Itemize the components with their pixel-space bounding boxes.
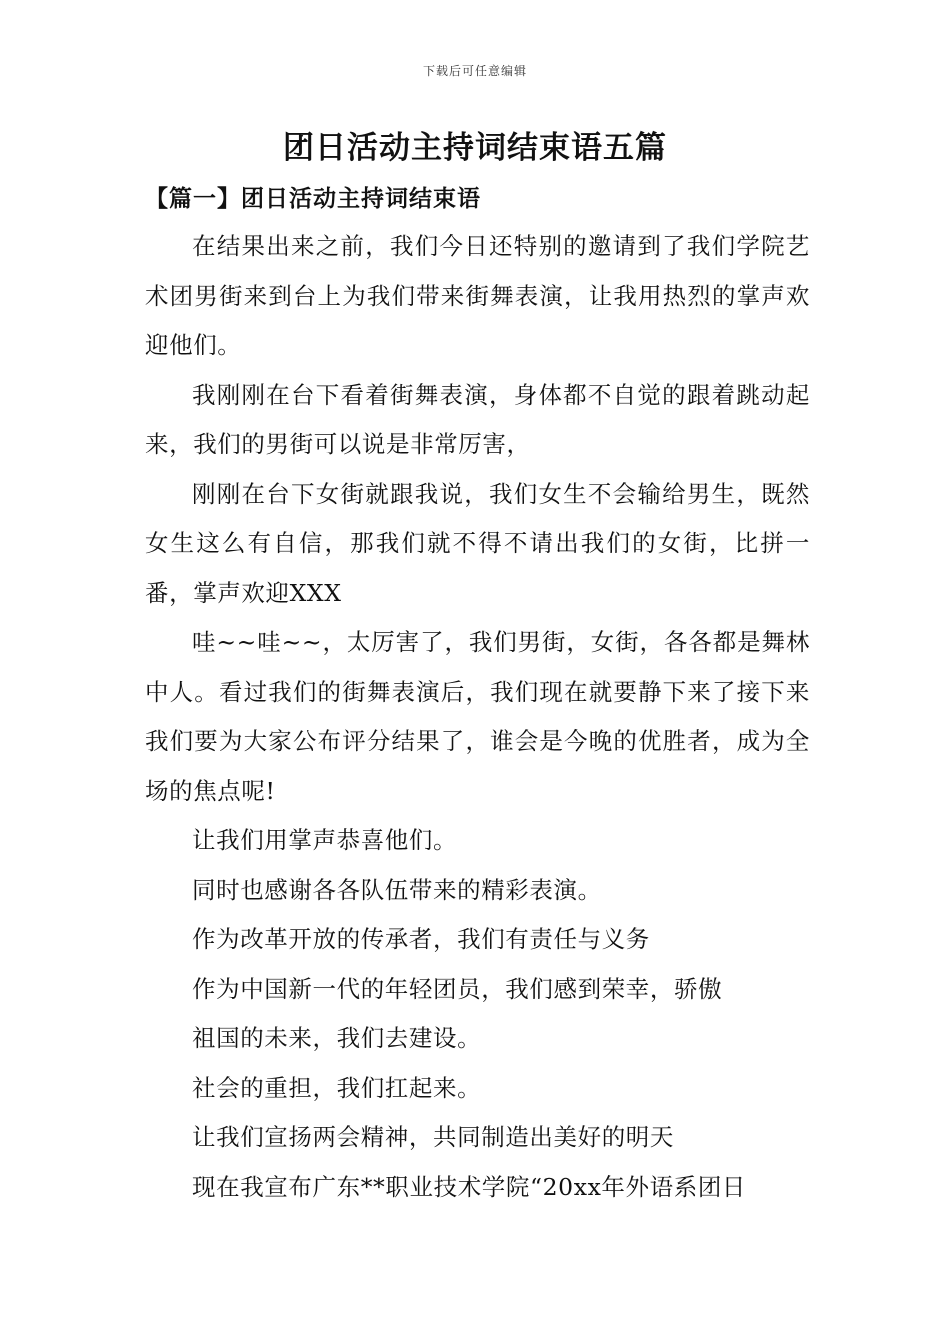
paragraph: 我刚刚在台下看着街舞表演，身体都不自觉的跟着跳动起来，我们的男街可以说是非常厉害， — [145, 380, 810, 458]
paragraph: 让我们宣扬两会精神，共同制造出美好的明天 — [192, 1123, 674, 1151]
paragraph: 现在我宣布广东**职业技术学院“20xx年外语系团日 — [192, 1172, 747, 1201]
page-header-note: 下载后可任意编辑 — [422, 64, 527, 78]
paragraph: 哇~~哇~~，太厉害了，我们男街，女街，各各都是舞林中人。看过我们的街舞表演后，我们现在就要静下来了接下来我们要为大家公布评分结果了，谁会是今晚的优胜者，成为全场的焦点呢! — [145, 628, 810, 805]
section-heading: 【篇一】团日活动主持词结束语 — [145, 185, 481, 212]
document-body — [145, 222, 810, 1212]
paragraph: 刚刚在台下女街就跟我说，我们女生不会输给男生，既然女生这么有自信，那我们就不得不请出我们的女街，比拼一番，掌声欢迎XXX — [145, 479, 810, 607]
paragraph: 作为改革开放的传承者，我们有责任与义务 — [192, 925, 650, 953]
document-title: 团日活动主持词结束语五篇 — [283, 130, 667, 166]
paragraph: 同时也感谢各各队伍带来的精彩表演。 — [192, 875, 602, 904]
paragraph: 作为中国新一代的年轻团员，我们感到荣幸，骄傲 — [192, 974, 723, 1003]
paragraph: 社会的重担，我们扛起来。 — [192, 1073, 482, 1102]
paragraph: 在结果出来之前，我们今日还特别的邀请到了我们学院艺术团男街来到台上为我们带来街舞表演，让我用热烈的掌声欢迎他们。 — [145, 232, 810, 359]
paragraph: 祖国的未来，我们去建设。 — [192, 1024, 482, 1052]
paragraph: 让我们用掌声恭喜他们。 — [192, 826, 458, 854]
